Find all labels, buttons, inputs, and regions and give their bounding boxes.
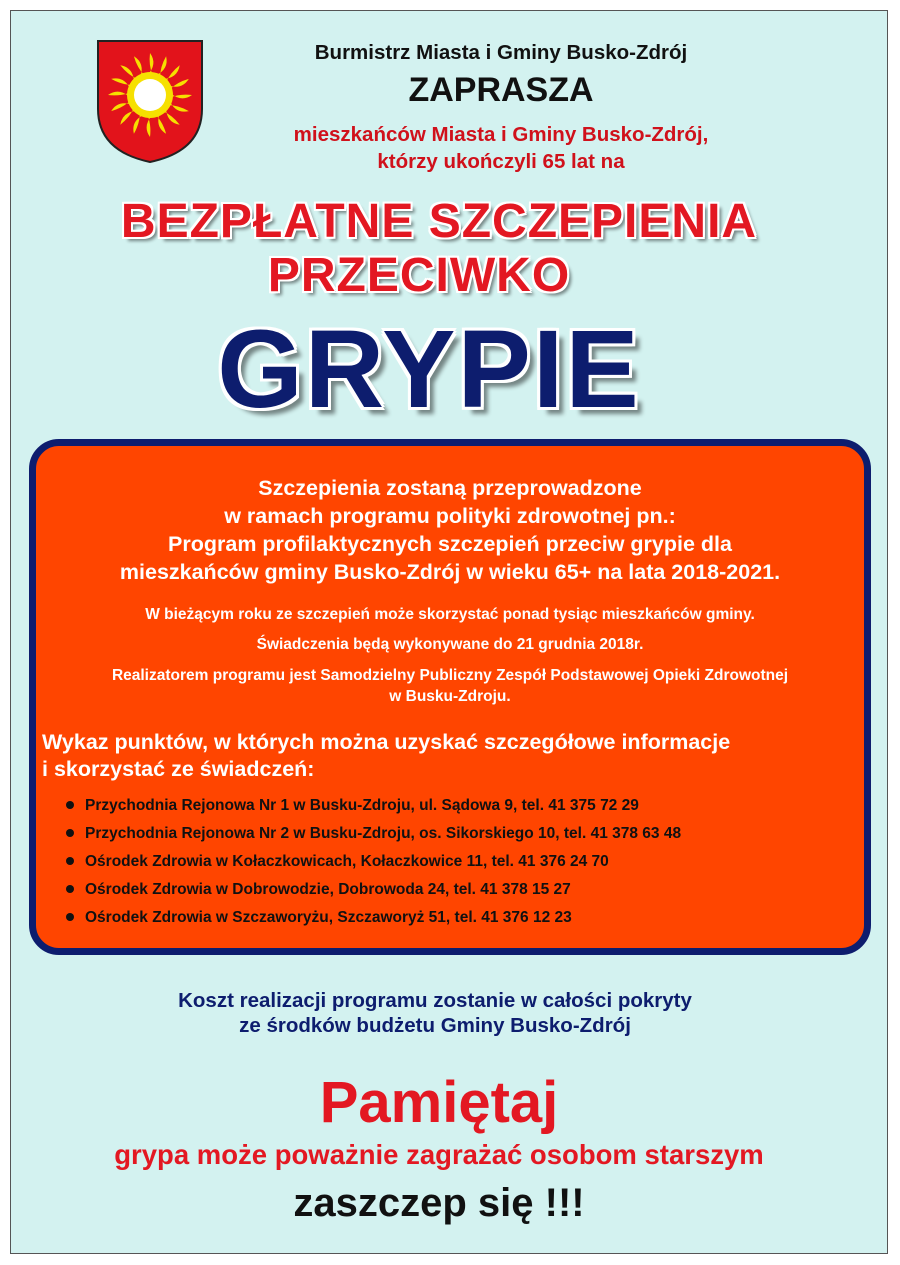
bullet-icon xyxy=(66,885,74,893)
provider-line: Realizatorem programu jest Samodzielny Publiczny Zespół Podstawowej Opieki Zdrowotnej xyxy=(111,667,789,684)
bullet-icon xyxy=(66,829,74,837)
cost-note xyxy=(0,988,873,1038)
intro-line: w ramach programu polityki zdrowotnej pn.: xyxy=(224,504,676,528)
headline-against: PRZECIWKO xyxy=(267,249,571,302)
header-audience-line: mieszkańców Miasta i Gminy Busko-Zdrój, xyxy=(293,123,709,146)
header-mayor: Burmistrz Miasta i Gminy Busko-Zdrój xyxy=(314,41,688,64)
point-text: Ośrodek Zdrowia w Kołaczkowicach, Kołaczkowice 11, tel. 41 376 24 70 xyxy=(85,853,609,870)
intro-line: Program profilaktycznych szczepień przeciw grypie dla xyxy=(168,532,732,556)
cost-line: Koszt realizacji programu zostanie w całości pokryty xyxy=(178,989,692,1012)
point-text: Przychodnia Rejonowa Nr 1 w Busku-Zdroju, ul. Sądowa 9, tel. 41 375 72 29 xyxy=(85,797,639,814)
point-text: Przychodnia Rejonowa Nr 2 w Busku-Zdroju, os. Sikorskiego 10, tel. 41 378 63 48 xyxy=(85,825,682,842)
capacity-note: W bieżącym roku ze szczepień może skorzystać ponad tysiąc mieszkańców gminy. xyxy=(145,606,755,623)
list-item xyxy=(66,852,681,880)
point-text: Ośrodek Zdrowia w Dobrowodzie, Dobrowoda 24, tel. 41 378 15 27 xyxy=(85,881,571,898)
intro-line: mieszkańców gminy Busko-Zdrój w wieku 65+ na lata 2018-2021. xyxy=(119,560,781,584)
flu-warning: grypa może poważnie zagrażać osobom starszym xyxy=(114,1139,764,1170)
poster xyxy=(10,10,888,1254)
remember-heading: Pamiętaj xyxy=(319,1070,559,1135)
points-heading xyxy=(42,729,730,783)
info-box xyxy=(29,439,871,955)
header-invites: ZAPRASZA xyxy=(408,71,594,109)
provider-note xyxy=(36,665,864,707)
list-item xyxy=(66,880,681,908)
bullet-icon xyxy=(66,913,74,921)
deadline-note: Świadczenia będą wykonywane do 21 grudnia 2018r. xyxy=(256,636,644,653)
list-item xyxy=(66,796,681,824)
points-heading-line: i skorzystać ze świadczeń: xyxy=(42,757,315,781)
intro-line: Szczepienia zostaną przeprowadzone xyxy=(258,476,642,500)
points-heading-line: Wykaz punktów, w których można uzyskać szczegółowe informacje xyxy=(42,730,731,754)
bullet-icon xyxy=(66,857,74,865)
provider-line: w Busku-Zdroju. xyxy=(389,688,511,705)
list-item xyxy=(66,824,681,852)
header-audience-line: którzy ukończyli 65 lat na xyxy=(377,150,625,173)
program-intro xyxy=(36,474,864,586)
get-vaccinated: zaszczep się !!! xyxy=(293,1181,585,1225)
headline-flu: GRYPIE xyxy=(217,308,641,431)
point-text: Ośrodek Zdrowia w Szczaworyżu, Szczaworyż 51, tel. 41 376 12 23 xyxy=(85,909,572,926)
header-audience xyxy=(141,121,861,175)
cost-line: ze środków budżetu Gminy Busko-Zdrój xyxy=(239,1014,631,1037)
list-item xyxy=(66,908,681,936)
headline-free-vaccination: BEZPŁATNE SZCZEPIENIA xyxy=(120,195,758,248)
bullet-icon xyxy=(66,801,74,809)
points-list xyxy=(66,796,681,936)
